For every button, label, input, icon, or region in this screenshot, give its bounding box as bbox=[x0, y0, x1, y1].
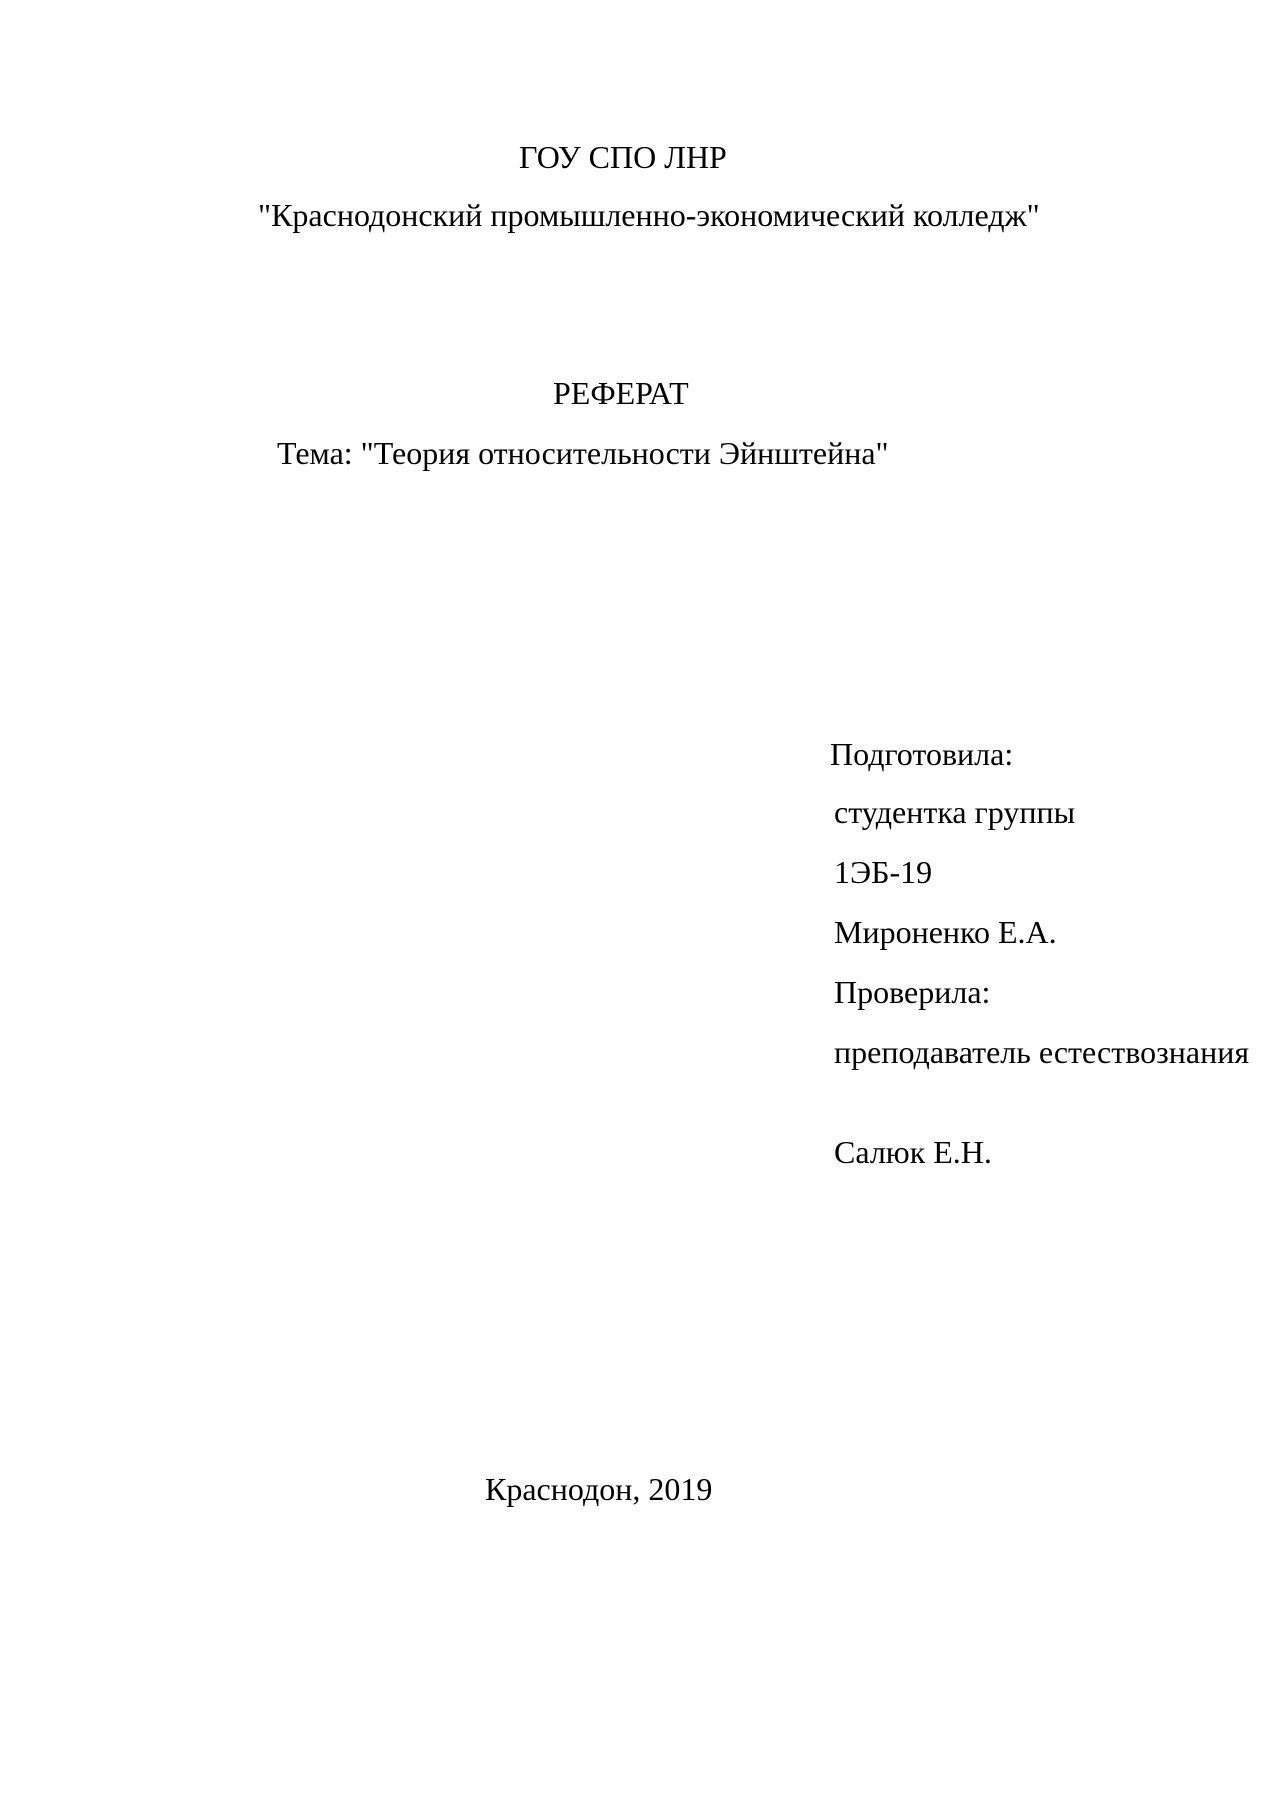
prepared-by-label: Подготовила: bbox=[830, 736, 1014, 772]
document-type-title: РЕФЕРАТ bbox=[553, 375, 689, 411]
college-name: "Краснодонский промышленно-экономический колледж" bbox=[258, 197, 1040, 233]
checked-by-label: Проверила: bbox=[834, 974, 991, 1010]
document-topic: Тема: "Теория относительности Эйнштейна" bbox=[277, 435, 889, 471]
city-and-year: Краснодон, 2019 bbox=[485, 1471, 713, 1507]
student-role: студентка группы bbox=[834, 794, 1076, 830]
teacher-role: преподаватель естествознания bbox=[834, 1034, 1250, 1070]
author-name: Мироненко Е.А. bbox=[834, 914, 1057, 950]
student-group: 1ЭБ-19 bbox=[834, 854, 933, 890]
institution-name: ГОУ СПО ЛНР bbox=[519, 139, 727, 175]
teacher-name: Салюк Е.Н. bbox=[834, 1134, 992, 1170]
